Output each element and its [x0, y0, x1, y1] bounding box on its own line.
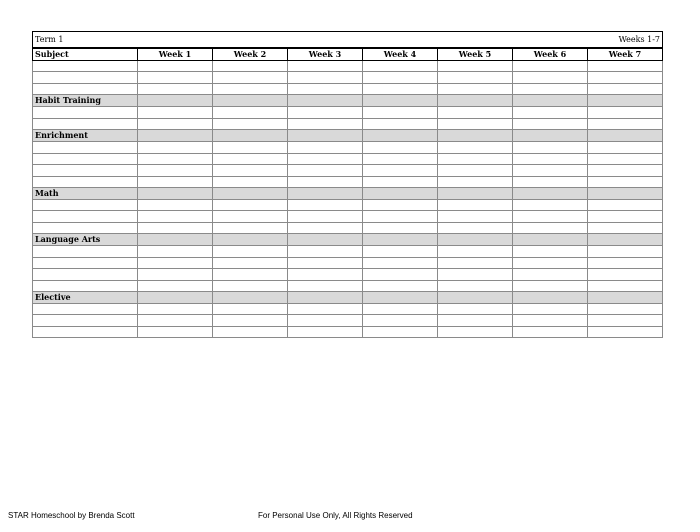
section-label: Habit Training [33, 95, 138, 107]
week-7-cell [588, 130, 663, 142]
week-1-cell [138, 304, 213, 315]
week-6-cell [513, 211, 588, 222]
term-title: Term 1 [33, 32, 138, 48]
week-3-cell [288, 211, 363, 222]
column-header-week-3: Week 3 [288, 48, 363, 61]
section-row [33, 130, 663, 142]
week-3-cell [288, 142, 363, 153]
week-6-cell [513, 222, 588, 233]
table-row [33, 83, 663, 94]
week-3-cell [288, 246, 363, 257]
column-header-subject: Subject [33, 48, 138, 61]
week-3-cell [288, 304, 363, 315]
week-7-cell [588, 199, 663, 210]
subject-cell [33, 107, 138, 118]
week-1-cell [138, 315, 213, 326]
week-2-cell [213, 72, 288, 83]
column-header-row [33, 48, 663, 61]
week-2-cell [213, 315, 288, 326]
week-4-cell [363, 234, 438, 246]
week-2-cell [213, 292, 288, 304]
week-5-cell [438, 222, 513, 233]
week-6-cell [513, 326, 588, 337]
week-5-cell [438, 292, 513, 304]
week-4-cell [363, 292, 438, 304]
week-4-cell [363, 72, 438, 83]
weeks-range-title: Weeks 1-7 [588, 32, 663, 48]
title-spacer [363, 32, 438, 48]
week-5-cell [438, 304, 513, 315]
week-4-cell [363, 176, 438, 187]
week-5-cell [438, 199, 513, 210]
week-7-cell [588, 187, 663, 199]
week-4-cell [363, 304, 438, 315]
table-row [33, 269, 663, 280]
week-6-cell [513, 165, 588, 176]
week-4-cell [363, 326, 438, 337]
subject-cell [33, 153, 138, 164]
week-3-cell [288, 61, 363, 72]
week-3-cell [288, 234, 363, 246]
week-3-cell [288, 83, 363, 94]
week-5-cell [438, 130, 513, 142]
week-5-cell [438, 72, 513, 83]
week-6-cell [513, 292, 588, 304]
week-7-cell [588, 280, 663, 291]
week-4-cell [363, 95, 438, 107]
week-5-cell [438, 118, 513, 129]
table-row [33, 315, 663, 326]
week-4-cell [363, 211, 438, 222]
title-spacer [513, 32, 588, 48]
week-1-cell [138, 95, 213, 107]
week-2-cell [213, 118, 288, 129]
week-6-cell [513, 153, 588, 164]
section-label: Elective [33, 292, 138, 304]
subject-cell [33, 118, 138, 129]
week-1-cell [138, 118, 213, 129]
week-7-cell [588, 222, 663, 233]
week-7-cell [588, 211, 663, 222]
title-spacer [438, 32, 513, 48]
week-6-cell [513, 107, 588, 118]
week-2-cell [213, 257, 288, 268]
section-label: Math [33, 187, 138, 199]
week-3-cell [288, 153, 363, 164]
week-1-cell [138, 165, 213, 176]
subject-cell [33, 199, 138, 210]
week-1-cell [138, 72, 213, 83]
week-1-cell [138, 222, 213, 233]
week-3-cell [288, 257, 363, 268]
week-6-cell [513, 280, 588, 291]
week-7-cell [588, 326, 663, 337]
week-4-cell [363, 199, 438, 210]
column-header-week-5: Week 5 [438, 48, 513, 61]
week-1-cell [138, 234, 213, 246]
week-3-cell [288, 165, 363, 176]
week-7-cell [588, 61, 663, 72]
title-spacer [288, 32, 363, 48]
column-header-week-1: Week 1 [138, 48, 213, 61]
week-6-cell [513, 118, 588, 129]
column-header-week-4: Week 4 [363, 48, 438, 61]
week-7-cell [588, 95, 663, 107]
subject-cell [33, 176, 138, 187]
week-2-cell [213, 326, 288, 337]
week-7-cell [588, 292, 663, 304]
table-row [33, 211, 663, 222]
week-3-cell [288, 130, 363, 142]
week-1-cell [138, 153, 213, 164]
week-3-cell [288, 269, 363, 280]
week-4-cell [363, 165, 438, 176]
week-7-cell [588, 304, 663, 315]
week-6-cell [513, 130, 588, 142]
week-6-cell [513, 315, 588, 326]
table-row [33, 176, 663, 187]
week-4-cell [363, 246, 438, 257]
week-7-cell [588, 153, 663, 164]
week-2-cell [213, 107, 288, 118]
week-1-cell [138, 257, 213, 268]
week-2-cell [213, 95, 288, 107]
week-7-cell [588, 118, 663, 129]
week-7-cell [588, 176, 663, 187]
week-4-cell [363, 83, 438, 94]
table-row [33, 165, 663, 176]
table-row [33, 326, 663, 337]
week-6-cell [513, 61, 588, 72]
week-2-cell [213, 61, 288, 72]
table-row [33, 142, 663, 153]
week-3-cell [288, 315, 363, 326]
week-5-cell [438, 83, 513, 94]
table-row [33, 72, 663, 83]
week-1-cell [138, 130, 213, 142]
week-1-cell [138, 292, 213, 304]
week-6-cell [513, 187, 588, 199]
week-4-cell [363, 118, 438, 129]
week-1-cell [138, 142, 213, 153]
week-6-cell [513, 269, 588, 280]
subject-cell [33, 142, 138, 153]
section-label: Language Arts [33, 234, 138, 246]
subject-cell [33, 257, 138, 268]
week-1-cell [138, 280, 213, 291]
week-6-cell [513, 257, 588, 268]
subject-cell [33, 165, 138, 176]
footer-credit: STAR Homeschool by Brenda Scott [8, 511, 135, 520]
table-row [33, 61, 663, 72]
week-3-cell [288, 95, 363, 107]
week-7-cell [588, 83, 663, 94]
week-1-cell [138, 199, 213, 210]
week-4-cell [363, 107, 438, 118]
title-spacer [138, 32, 213, 48]
week-2-cell [213, 280, 288, 291]
week-5-cell [438, 280, 513, 291]
week-2-cell [213, 130, 288, 142]
week-1-cell [138, 83, 213, 94]
week-3-cell [288, 176, 363, 187]
week-2-cell [213, 83, 288, 94]
column-header-week-2: Week 2 [213, 48, 288, 61]
week-3-cell [288, 107, 363, 118]
week-4-cell [363, 269, 438, 280]
week-4-cell [363, 187, 438, 199]
week-5-cell [438, 176, 513, 187]
week-6-cell [513, 95, 588, 107]
week-2-cell [213, 176, 288, 187]
week-7-cell [588, 72, 663, 83]
week-7-cell [588, 107, 663, 118]
subject-cell [33, 280, 138, 291]
week-1-cell [138, 107, 213, 118]
week-6-cell [513, 72, 588, 83]
week-2-cell [213, 187, 288, 199]
week-5-cell [438, 315, 513, 326]
subject-cell [33, 326, 138, 337]
footer-rights: For Personal Use Only, All Rights Reserved [258, 511, 413, 520]
section-row [33, 234, 663, 246]
week-1-cell [138, 61, 213, 72]
table-row [33, 222, 663, 233]
week-2-cell [213, 246, 288, 257]
week-6-cell [513, 176, 588, 187]
week-5-cell [438, 269, 513, 280]
week-3-cell [288, 187, 363, 199]
table-row [33, 280, 663, 291]
title-row [33, 32, 663, 48]
week-4-cell [363, 222, 438, 233]
week-2-cell [213, 304, 288, 315]
week-7-cell [588, 246, 663, 257]
week-6-cell [513, 246, 588, 257]
week-4-cell [363, 153, 438, 164]
week-5-cell [438, 95, 513, 107]
column-header-week-7: Week 7 [588, 48, 663, 61]
week-7-cell [588, 269, 663, 280]
week-5-cell [438, 61, 513, 72]
section-row [33, 95, 663, 107]
section-label: Enrichment [33, 130, 138, 142]
week-2-cell [213, 211, 288, 222]
subject-cell [33, 304, 138, 315]
subject-cell [33, 315, 138, 326]
subject-cell [33, 72, 138, 83]
week-7-cell [588, 315, 663, 326]
planner-body [33, 61, 663, 338]
table-row [33, 246, 663, 257]
week-1-cell [138, 269, 213, 280]
week-3-cell [288, 72, 363, 83]
week-6-cell [513, 142, 588, 153]
table-row [33, 257, 663, 268]
column-header-week-6: Week 6 [513, 48, 588, 61]
table-row [33, 199, 663, 210]
table-row [33, 118, 663, 129]
week-6-cell [513, 234, 588, 246]
section-row [33, 292, 663, 304]
week-5-cell [438, 142, 513, 153]
week-4-cell [363, 130, 438, 142]
week-4-cell [363, 257, 438, 268]
week-2-cell [213, 222, 288, 233]
week-1-cell [138, 187, 213, 199]
week-2-cell [213, 199, 288, 210]
week-5-cell [438, 107, 513, 118]
title-spacer [213, 32, 288, 48]
week-5-cell [438, 234, 513, 246]
week-3-cell [288, 199, 363, 210]
table-row [33, 304, 663, 315]
week-6-cell [513, 83, 588, 94]
week-5-cell [438, 165, 513, 176]
week-2-cell [213, 234, 288, 246]
week-5-cell [438, 187, 513, 199]
week-4-cell [363, 315, 438, 326]
week-3-cell [288, 292, 363, 304]
week-3-cell [288, 222, 363, 233]
week-3-cell [288, 118, 363, 129]
term-planner-table [32, 31, 663, 338]
subject-cell [33, 61, 138, 72]
week-1-cell [138, 211, 213, 222]
week-4-cell [363, 61, 438, 72]
week-7-cell [588, 234, 663, 246]
week-7-cell [588, 257, 663, 268]
week-3-cell [288, 326, 363, 337]
week-1-cell [138, 326, 213, 337]
week-5-cell [438, 153, 513, 164]
week-4-cell [363, 280, 438, 291]
week-5-cell [438, 246, 513, 257]
week-2-cell [213, 165, 288, 176]
week-2-cell [213, 142, 288, 153]
week-7-cell [588, 165, 663, 176]
week-4-cell [363, 142, 438, 153]
week-5-cell [438, 326, 513, 337]
subject-cell [33, 211, 138, 222]
subject-cell [33, 246, 138, 257]
table-row [33, 153, 663, 164]
subject-cell [33, 269, 138, 280]
section-row [33, 187, 663, 199]
week-5-cell [438, 257, 513, 268]
week-1-cell [138, 246, 213, 257]
subject-cell [33, 222, 138, 233]
week-3-cell [288, 280, 363, 291]
week-6-cell [513, 199, 588, 210]
week-2-cell [213, 153, 288, 164]
week-5-cell [438, 211, 513, 222]
week-2-cell [213, 269, 288, 280]
table-row [33, 107, 663, 118]
subject-cell [33, 83, 138, 94]
week-7-cell [588, 142, 663, 153]
week-6-cell [513, 304, 588, 315]
week-1-cell [138, 176, 213, 187]
